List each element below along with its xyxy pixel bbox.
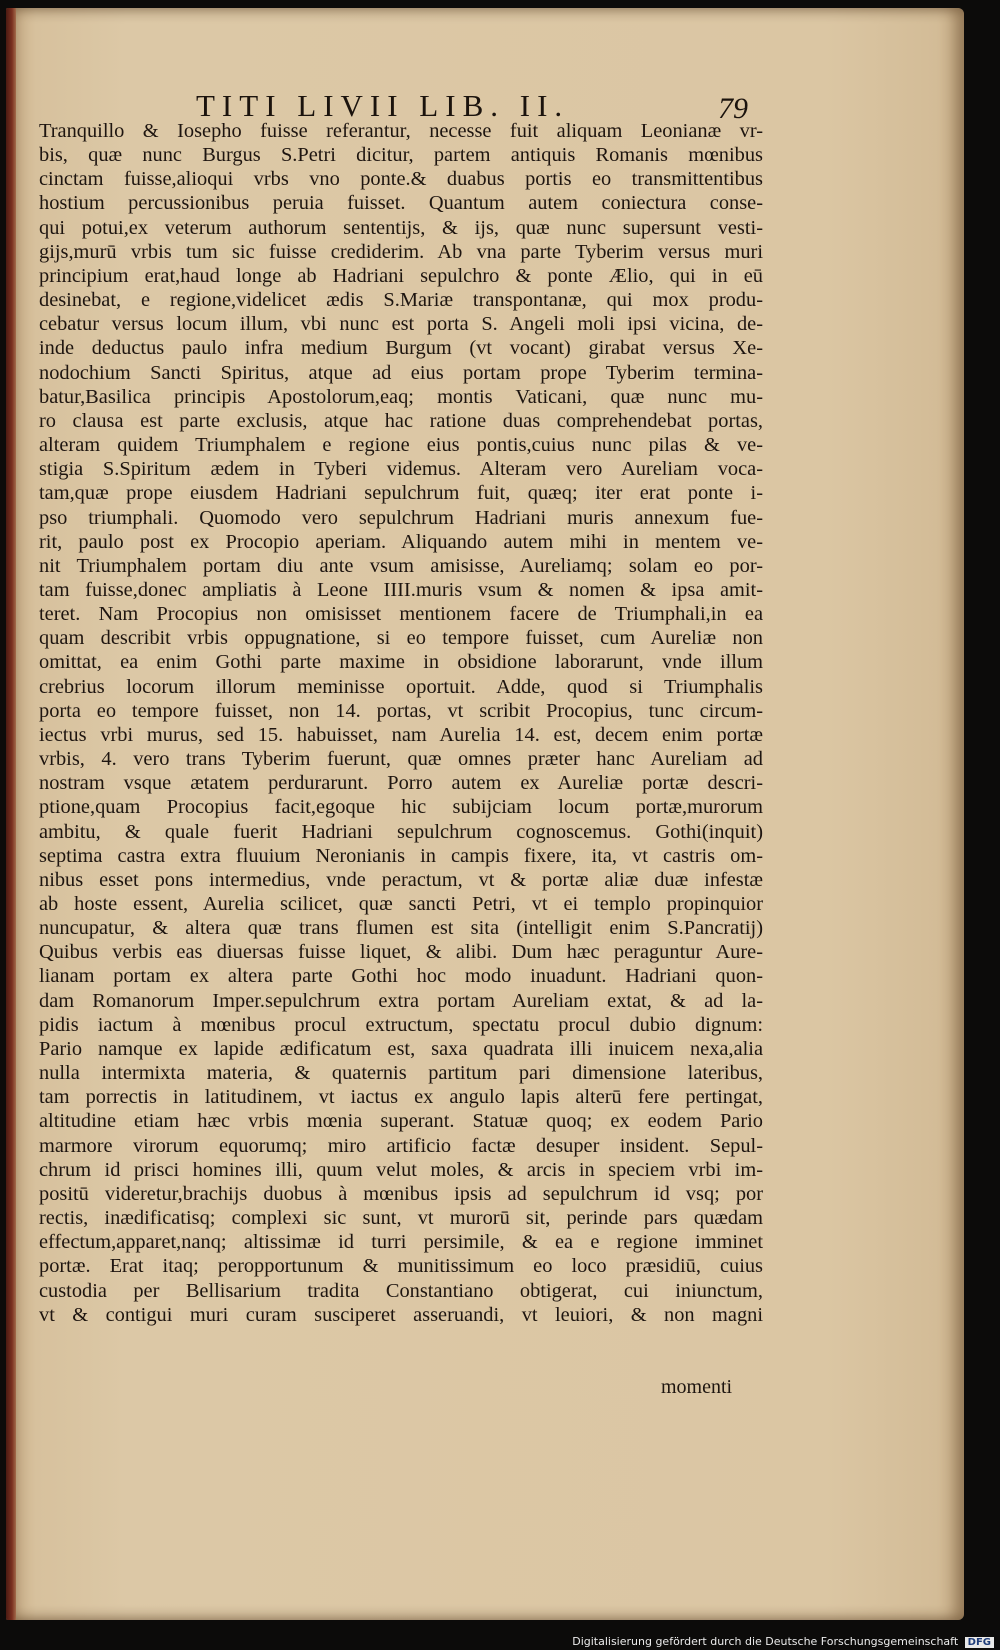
- running-head: TITI LIVII LIB. II.: [196, 88, 570, 123]
- text-line: positū videretur,brachijs duobus à mœnibus ipsis ad sepulchrum id vsq; por: [39, 1182, 763, 1205]
- text-line: principium erat,haud longe ab Hadriani sepulchro & ponte Ælio, qui in eū: [39, 264, 763, 287]
- text-line: tam fuisse,donec ampliatis à Leone IIII.muris vsum & nomen & ipsa amit-: [39, 578, 763, 601]
- catchword: momenti: [661, 1376, 733, 1398]
- text-line: desinebat, e regione,videlicet ædis S.Mariæ transpontanæ, qui mox produ-: [39, 289, 763, 312]
- credit-text: Digitalisierung gefördert durch die Deutsche Forschungsgemeinschaft: [572, 1635, 959, 1648]
- text-line: effectum,apparet,nanq; altissimæ id turri persimile, & ea e regione imminet: [39, 1231, 763, 1254]
- dfg-logo: DFG: [965, 1637, 994, 1648]
- text-line: chrum id prisci homines illi, quum velut moles, & arcis in speciem vrbi im-: [39, 1158, 763, 1181]
- digitization-credit: [572, 1635, 994, 1648]
- text-line: Tranquillo & Iosepho fuisse referantur, necesse fuit aliquam Leonianæ vr-: [39, 120, 763, 142]
- text-line: lianam portam ex altera parte Gothi hoc modo inuadunt. Hadriani quon-: [39, 965, 763, 988]
- text-line: pidis iactum à mœnibus procul extructum, spectatu procul dubio dignum:: [39, 1013, 763, 1036]
- text-line: altitudine etiam hæc vrbis mœnia superant. Statuæ quoq; ex eodem Pario: [39, 1110, 763, 1133]
- text-line: hostium percussionibus peruia fuisset. Quantum autem coniectura conse-: [39, 192, 763, 215]
- text-line: nostram vsque ætatem perdurarunt. Porro autem ex Aureliæ portæ descri-: [39, 772, 763, 795]
- text-line: cinctam fuisse,alioqui vrbs vno ponte.& duabus portis eo transmittentibus: [39, 168, 763, 191]
- text-line: teret. Nam Procopius non omisisset mentionem facere de Triumphali,in ea: [39, 603, 763, 626]
- text-line: nibus esset pons intermedius, vnde peractum, vt & portæ aliæ duæ infestæ: [39, 868, 763, 891]
- text-line: ro clausa est parte exclusis, atque hac ratione duas comprehendebat portas,: [39, 409, 763, 432]
- text-line: tam porrectis in latitudinem, vt iactus ex angulo lapis alterū fere pertingat,: [39, 1086, 763, 1109]
- text-line: tam,quæ prope eiusdem Hadriani sepulchrum fuit, quæq; iter erat ponte i-: [39, 482, 763, 505]
- text-line: portæ. Erat itaq; peropportunum & munitissimum eo loco præsidiū, cuius: [39, 1255, 763, 1278]
- text-line: vt & contigui muri curam susciperet asseruandi, vt leuiori, & non magni: [39, 1303, 763, 1326]
- body-text: [39, 119, 763, 1327]
- text-line: rit, paulo post ex Procopio aperiam. Aliquando autem mihi in mentem ve-: [39, 530, 763, 553]
- text-line: omittat, ea enim Gothi parte maxime in obsidione laborarunt, vnde illum: [39, 651, 763, 674]
- text-line: quam describit vrbis oppugnatione, si eo tempore fuisset, cum Aureliæ non: [39, 627, 763, 650]
- text-line: Pario namque ex lapide ædificatum est, saxa quadrata illi inuicem nexa,alia: [39, 1037, 763, 1060]
- book-page: [6, 8, 964, 1620]
- text-line: marmore virorum equorumq; miro artificio factæ desuper insident. Sepul-: [39, 1134, 763, 1157]
- text-line: septima castra extra fluuium Neronianis in campis fixere, ita, vt castris om-: [39, 844, 763, 867]
- text-line: ambitu, & quale fuerit Hadriani sepulchrum cognoscemus. Gothi(inquit): [39, 820, 763, 843]
- text-line: dam Romanorum Imper.sepulchrum extra portam Aureliam extat, & ad la-: [39, 989, 763, 1012]
- page-number: 79: [718, 92, 748, 125]
- text-line: crebrius locorum illorum meminisse oportuit. Adde, quod si Triumphalis: [39, 675, 763, 698]
- text-line: bis, quæ nunc Burgus S.Petri dicitur, partem antiquis Romanis mœnibus: [39, 144, 763, 167]
- text-line: ab hoste essent, Aurelia scilicet, quæ sancti Petri, vt ei templo propinquior: [39, 893, 763, 915]
- text-line: inde deductus paulo infra medium Burgum (vt vocant) girabat versus Xe-: [39, 337, 763, 360]
- book-spine-edge: [6, 8, 16, 1620]
- text-line: vrbis, 4. vero trans Tyberim fuerunt, quæ omnes præter hanc Aureliam ad: [39, 748, 763, 771]
- text-line: nulla intermixta materia, & quaternis partitum pari dimensione lateribus,: [39, 1062, 763, 1085]
- text-line: stigia S.Spiritum ædem in Tyberi videmus. Alteram vero Aureliam voca-: [39, 458, 763, 481]
- text-line: nodochium Sancti Spiritus, atque ad eius portam prope Tyberim termina-: [39, 361, 763, 384]
- text-line: rectis, inædificatisq; complexi sic sunt, vt murorū sit, perinde pars quædam: [39, 1207, 763, 1230]
- text-line: alteram quidem Triumphalem e regione eius pontis,cuius nunc pilas & ve-: [39, 434, 763, 457]
- text-line: batur,Basilica principis Apostolorum,eaq; montis Vaticani, quæ nunc mu-: [39, 385, 763, 408]
- text-line: nit Triumphalem portam diu ante vsum amisisse, Aureliamq; solam eo por-: [39, 554, 763, 577]
- text-line: gijs,murū vrbis tum sic fuisse crediderim. Ab vna parte Tyberim versus muri: [39, 240, 763, 263]
- text-line: custodia per Bellisarium tradita Constantiano obtigerat, cui iniunctum,: [39, 1279, 763, 1302]
- text-line: ptione,quam Procopius facit,egoque hic subijciam locum portæ,murorum: [39, 796, 763, 819]
- text-line: iectus vrbi murus, sed 15. habuisset, nam Aurelia 14. est, decem enim portæ: [39, 723, 763, 746]
- text-line: porta eo tempore fuisset, non 14. portas, vt scribit Procopius, tunc circum-: [39, 699, 763, 722]
- text-line: pso triumphali. Quomodo vero sepulchrum Hadriani muris annexum fue-: [39, 506, 763, 529]
- text-line: cebatur versus locum illum, vbi nunc est porta S. Angeli moli ipsi vicina, de-: [39, 313, 763, 336]
- text-line: qui potui,ex veterum authorum sententijs, & ijs, quæ nunc supersunt vesti-: [39, 216, 763, 239]
- text-line: nuncupatur, & altera quæ trans flumen est sita (intelligit enim S.Pancratij): [39, 917, 763, 940]
- text-line: Quibus verbis eas diuersas fuisse liquet, & alibi. Dum hæc peraguntur Aure-: [39, 941, 763, 964]
